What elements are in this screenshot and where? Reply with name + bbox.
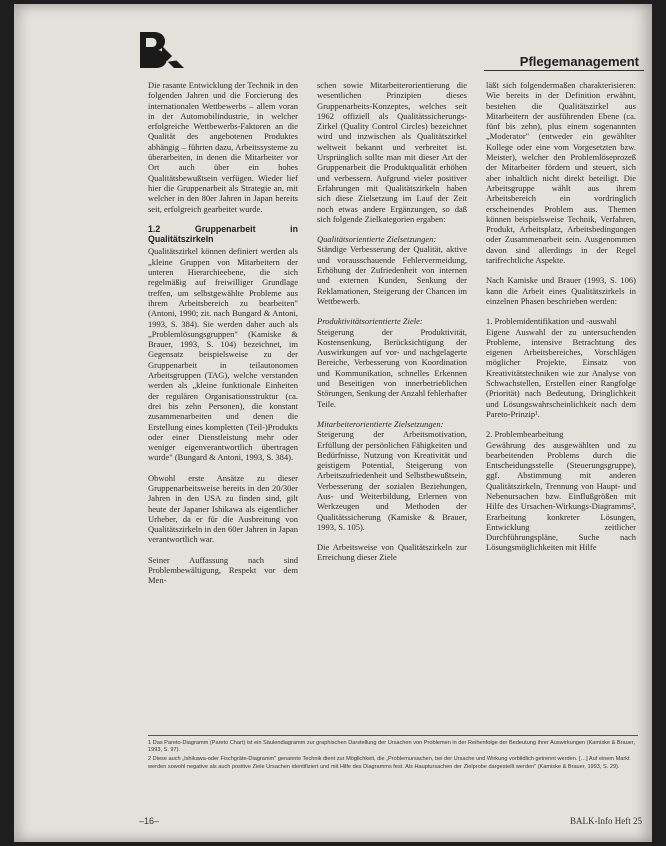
header-rule	[484, 70, 644, 71]
paragraph: Steigerung der Arbeitsmotivation, Erfüllung der persönlichen Fähigkeiten und Bedürfnisse, Nutzung von Kreativität und geistigem Potential, Steigerung von Arbeitszufriedenheit und Selbstbewußtsein, Verbesserung der sozialen Beziehungen, Aus- und Weiterbildung, Erlernen von Werkzeugen und Methoden der Qualitätssicherung (Kamiske & Brauer, 1993, S. 105).	[317, 429, 467, 532]
footnotes	[148, 740, 638, 773]
journal-issue: BALK-Info Heft 25	[570, 816, 642, 826]
numbered-heading: 2. Problembearbeitung	[486, 429, 564, 440]
subheading: Mitarbeiterorientierte Zielsetzungen:	[317, 418, 444, 429]
paragraph: Nach Kamiske und Brauer (1993, S. 106) kann die Arbeit eines Qualitätszirkels in einzelnen Phasen beschrieben werden:	[486, 275, 636, 306]
text-column-3	[486, 80, 636, 563]
page-number: –16–	[139, 816, 160, 826]
paragraph: Die rasante Entwicklung der Technik in den folgenden Jahren und die Forcierung des internationalen Wettbewerbs – allem voran in der Automobilindustrie, in welcher erfolgreiche Wettbewerbs-Faktoren an die Qualität des angebotenen Produktes abhängig – führten dazu, Arbeitssysteme zu überarbeiten, in denen die Mitarbeiter vor Ort auch über ein hohes Qualitätsbewußtsein verfügen. Wieder lief hier die Gruppenarbeit als Strategie an, mit welcher in den 80er Jahren in Japan bereits seit, erfolgreich gearbeitet wurde.	[148, 80, 298, 214]
footnote-rule	[148, 735, 638, 736]
document-page	[14, 4, 652, 842]
section-header-title: Pflegemanagement	[519, 54, 639, 69]
footnote: 2 Diese auch „Ishikawa-oder Fischgräte-Diagramm" genannte Technik dient zur Möglichkeit, die „Problemursachen, bei der Ursache und Wirkung vorbildlich getrennt werden. […] Auf einem Markt werden sowohl negative als auch positive Ziele Ursachen identifiziert und mit Hilfe des Diagramms fest. Als Hauptursachen der Zielprobe dargestellt werden" (Kamiske & Brauer, 1993, S. 29).	[148, 756, 630, 770]
paragraph: Ständige Verbesserung der Qualität, aktive und vorausschauende Fehlervermeidung, Erhöhung der Zufriedenheit von internen und externen Kunden, Senkung der Reklamationen, Steigerung der Chancen im Wettbewerb.	[317, 244, 467, 306]
text-column-1	[148, 80, 298, 596]
section-heading: 1.2 Gruppenarbeit in Qualitätszirkeln	[148, 223, 298, 245]
numbered-heading: 1. Problemidentifikation und -auswahl	[486, 316, 617, 327]
paragraph: Gewährung des ausgewählten und zu bearbeitenden Problems durch die Entscheidungsstelle (Steuerungsgruppe), ggf. Abstimmung mit anderen Qualitätszirkeln, Trennung von Haupt- und Nebenursachen bzw. Einflußgrößen mit Hilfe des Ursachen-Wirkungs-Diagramms², Erarbeitung konkreter Lösungen, Entwicklung zeitlicher Durchführungspläne, Suche nach Lösungsmöglichkeiten mit Hilfe	[486, 439, 636, 553]
paragraph: Qualitätszirkel können definiert werden als „kleine Gruppen von Mitarbeitern der unteren Hierarchieebene, die sich regelmäßig auf freiwilliger Grundlage treffen, um selbstgewählte Probleme aus ihrem Arbeitsbereich zu bearbeiten" (Antoni, 1990; zit. nach Bungard & Antoni, 1993, S. 384). Sie werden daher auch als „Problemlösungsgruppen" (Kamiske & Brauer, 1993, S. 104) bezeichnet, im Gegensatz beispielsweise zu der Gruppenarbeit in teilautonomen Arbeitsgruppen (TAG), welche verstanden werden als „kleine funktionale Einheiten der regulären Organisationsstruktur (ca. drei bis zehn Personen), die konstant zusammenarbeiten und denen die Erstellung eines kompletten (Teil-)Produkts oder einer Dienstleistung mehr oder weniger eigenverantwortlich übertragen wurde" (Bungard & Antoni, 1993, S. 384).	[148, 246, 298, 463]
paragraph: läßt sich folgendermaßen charakterisieren: Wie bereits in der Definition erwähnt, bestehen die Qualitätszirkel aus Mitarbeitern der ausführenden Ebene (ca. fünf bis zehn), plus einem sogenannten „Moderator" (entweder ein gewählter Kollege oder eine vom Vorgesetzten bzw. Meister), welcher den Problemlöseprozeß der Mitarbeiter fördern und steuert, sich aber inhaltlich nicht direkt beteiligt. Die Arbeitsgruppe wählt aus ihrem Arbeitsbereich ein vordringlich erscheinendes Problem aus. Themen können beispielsweise Technik, Verfahren, Produkt, Arbeitsplatz, Arbeitsbedingungen oder Zusammenarbeit sein. Ausgenommen davon sind allerdings in der Regel tarifrechtliche Aspekte.	[486, 80, 636, 266]
subheading: Produktivitätsorientierte Ziele:	[317, 316, 423, 327]
paragraph: schen sowie Mitarbeiterorientierung die wesentlichen Prinzipien dieses Gruppenarbeits-Konzeptes, welches seit 1962 offiziell als Qualitätssicherungs-Zirkel (Quality Control Circles) bezeichnet wird und inzwischen als Qualitätszirkel weltweit bekannt und verbreitet ist. Ursprünglich sollte man mit dieser Art der Gruppenarbeit die Produktqualität erhöhen und verbessern. Aufgrund vieler positiver Erfahrungen mit Qualitätszirkeln haben sich diese Zielsetzung im Lauf der Zeit noch etwas andere Ergänzungen, so daß sich folgende Zielkategorien ergaben:	[317, 80, 467, 224]
paragraph: Eigene Auswahl der zu untersuchenden Probleme, intensive Betrachtung des eigenen Arbeitsbereiches, Vorschlägen möglicher Projekte, Einsatz von Kreativitätstechniken wie zur Analyse von Schwachstellen, Erstellen einer Rangfolge (Priorität) nach Bedeutung, Dringlichkeit und Lösungswahrscheinlichkeit nach dem Pareto-Prinzip¹.	[486, 326, 636, 419]
balk-logo-icon	[136, 26, 188, 74]
paragraph: Seiner Auffassung nach sind Problembewältigung, Respekt vor dem Men-	[148, 554, 298, 586]
subheading: Qualitätsorientierte Zielsetzungen:	[317, 234, 437, 245]
paragraph: Steigerung der Produktivität, Kostensenkung, Berücksichtigung der Auswirkungen auf vor- und nachgelagerte Bereiche, Verbesserung von Koordination und Kommunikation, schnelles Erkennen und Beseitigen von innerbetrieblichen Störungen, Senkung der Anzahl fehlerhafter Teile.	[317, 326, 467, 409]
text-column-2	[317, 80, 467, 573]
paragraph: Die Arbeitsweise von Qualitätszirkeln zur Erreichung dieser Ziele	[317, 542, 467, 563]
footnote: 1 Das Pareto-Diagramm (Pareto Chart) ist ein Säulendiagramm zur graphischen Darstellung der Ursachen von Problemen in der Reihenfolge der Bedeutung ihrer Auswirkungen (Kamiske & Brauer, 1993, S. 97).	[148, 740, 635, 754]
paragraph: Obwohl erste Ansätze zu dieser Gruppenarbeitsweise bereits in den 20/30er Jahren in den USA zu finden sind, gilt heute der Japaner Ishikawa als eigentlicher Urheber, da er für die Ausbreitung von Qualitätszirkeln in den 60er Jahren in Japan verantwortlich war.	[148, 472, 298, 545]
